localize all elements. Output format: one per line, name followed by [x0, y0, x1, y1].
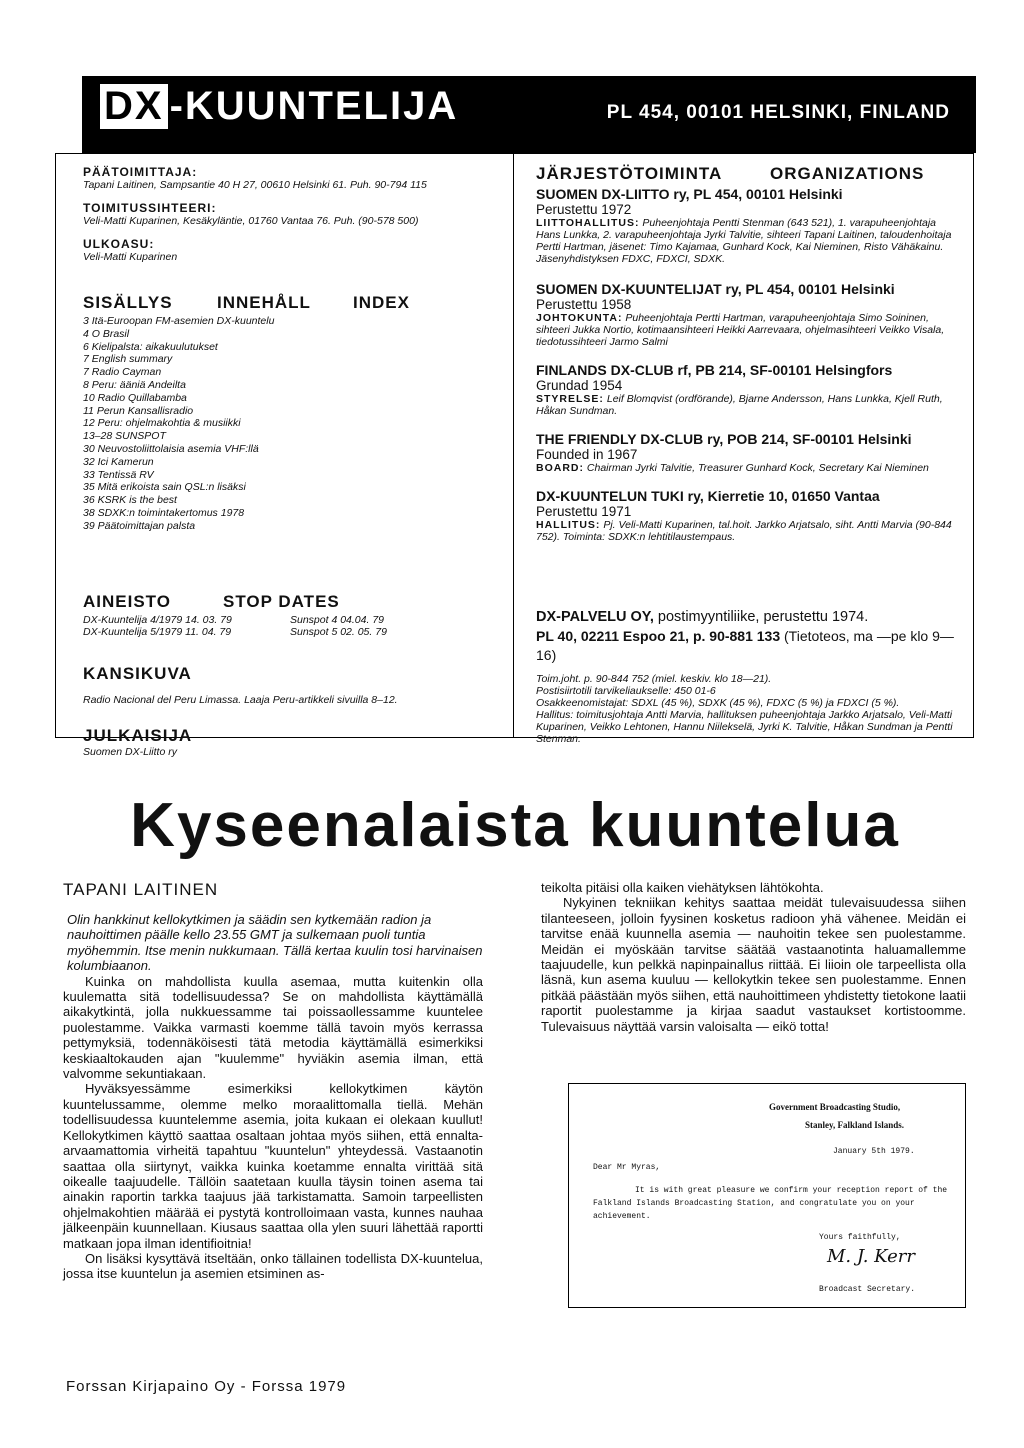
organization-founded: Grundad 1954	[536, 378, 623, 393]
organization-board	[536, 217, 956, 265]
stop-date-left: DX-Kuuntelija 5/1979 11. 04. 79	[83, 626, 232, 638]
organization-role: STYRELSE:	[536, 393, 604, 405]
letter-salutation: Dear Mr Myras,	[593, 1163, 661, 1172]
letter-closing: Yours faithfully,	[819, 1233, 901, 1242]
stop-dates-heading-fi: AINEISTO	[83, 592, 171, 611]
organizations	[536, 164, 956, 543]
organization-founded: Perustettu 1958	[536, 297, 632, 312]
list-item: 39 Päätoimittajan palsta	[83, 519, 196, 532]
list-item: 36 KSRK is the best	[83, 494, 177, 507]
dx-palvelu-address	[536, 627, 956, 665]
organization-desc: Puheenjohtaja Pertti Hartman, varapuheenjohtaja Simo Soininen, sihteeri Jukka Nortio, kotimaansihteeri Heikki Aarrevaara, ohjelmasihteeri Veikko Visala, tiedotussihteeri Jarmo Salmi	[536, 312, 945, 348]
organization-board	[536, 393, 956, 417]
organization-entry	[536, 281, 956, 348]
organization-title: FINLANDS DX-CLUB rf, PB 214, SF-00101 Helsingfors	[536, 362, 893, 378]
publisher-text: Suomen DX-Liitto ry	[83, 746, 177, 758]
column-divider	[513, 153, 514, 738]
secretary-text: Veli-Matti Kuparinen, Kesäkyläntie, 01760 Vantaa 76. Puh. (90-578 500)	[83, 215, 419, 227]
organization-title: SUOMEN DX-KUUNTELIJAT ry, PL 454, 00101 Helsinki	[536, 281, 895, 297]
organization-title: DX-KUUNTELUN TUKI ry, Kierretie 10, 01650 Vantaa	[536, 488, 880, 504]
list-item: 3 Itä-Euroopan FM-asemien DX-kuuntelu	[83, 315, 275, 327]
organization-entry	[536, 488, 956, 543]
list-item: 7 English summary	[83, 353, 173, 366]
organization-role: BOARD:	[536, 462, 584, 474]
organization-title: SUOMEN DX-LIITTO ry, PL 454, 00101 Helsinki	[536, 186, 843, 202]
stop-date-row	[83, 626, 503, 638]
article-column-right	[541, 880, 966, 1034]
list-item: 7 Radio Cayman	[83, 366, 162, 379]
organizations-heading-en: ORGANIZATIONS	[770, 164, 925, 183]
contents-heading-en: INDEX	[353, 293, 410, 312]
list-item: 11 Perun Kansallisradio	[83, 404, 194, 417]
article-paragraph: On lisäksi kysyttävä itseltään, onko tällainen todellista DX-kuuntelua, jossa itse kuuntelun ja asemien etsiminen as-	[63, 1250, 483, 1282]
organization-role: HALLITUS:	[536, 519, 601, 531]
article-column-left	[63, 880, 483, 1282]
dx-palvelu-hours: (Tietoteos, ma —pe klo 9—16)	[536, 628, 954, 663]
stop-date-right: Sunspot 5 02. 05. 79	[290, 626, 387, 638]
organization-board	[536, 519, 956, 543]
article-paragraph: teikolta pitäisi olla kaiken viehätyksen lähtökohta.	[541, 880, 824, 895]
printer-credit: Forssan Kirjapaino Oy - Forssa 1979	[66, 1378, 347, 1395]
qsl-letter	[568, 1083, 966, 1308]
organization-founded: Perustettu 1972	[536, 202, 632, 217]
list-item: 4 O Brasil	[83, 327, 130, 340]
dx-palvelu-line: Osakkeenomistajat: SDXL (45 %), SDXK (45 %), FDXC (5 %) ja FDXCI (5 %).	[536, 697, 900, 709]
organization-entry	[536, 362, 956, 417]
table-of-contents	[83, 293, 503, 533]
article-author: TAPANI LAITINEN	[63, 880, 219, 899]
list-item: 8 Peru: ääniä Andeilta	[83, 378, 186, 391]
organizations-heading	[536, 164, 956, 186]
dx-palvelu-details	[536, 673, 956, 745]
dx-palvelu-name: DX-PALVELU OY,	[536, 609, 654, 625]
list-item: 10 Radio Quillabamba	[83, 391, 187, 404]
publisher-info	[83, 726, 503, 758]
contents-list	[83, 315, 503, 533]
stop-date-right: Sunspot 4 04.04. 79	[290, 614, 384, 626]
logo-text: -KUUNTELIJA	[169, 84, 459, 128]
article-paragraph: Hyväksyessämme esimerkiksi kellokytkimen käytön kuuntelussamme, olemme melko moraalittomalla tiellä. Mehän todellisuudessa kuuntelemme asemia, joita kukaan ei olekaan kuullut! Kellokytkimen käyttö saattaa osaltaan johtaa myös siihen, että ennalta-arvaamattomia virheitä tapahtuu "kuuntelun" yhteydessä. Vastaanotin saattaa olla siirtynyt, vaikka kuinka koetamme ennalta virittää sitä oikealle taajuudelle. Tällöin saatetaan kuulla täysin toinen asema tai ainakin raportin tarkka taajuus jää tarkistamatta. Samoin tarpeellisten ohjelmakohtien määrää ei pystytä kontrolloimaan vasta, kunnes nauhaa jälkeenpäin kuunnellaan. Kiusaus saattaa olla ylen suuri lähettää raportti matkaan jopa ilman identifioitnia!	[63, 1081, 483, 1251]
dx-palvelu-founded: postimyyntiliike, perustettu 1974.	[657, 609, 869, 625]
list-item: 30 Neuvostoliittolaisia asemia VHF:llä	[83, 442, 259, 455]
organization-role: LIITTOHALLITUS:	[536, 217, 640, 229]
organization-founded: Perustettu 1971	[536, 504, 632, 519]
cover-text: Radio Nacional del Peru Limassa. Laaja Peru-artikkeli sivuilla 8–12.	[83, 694, 398, 706]
organization-founded: Founded in 1967	[536, 447, 638, 462]
stop-dates-heading-en: STOP DATES	[223, 592, 340, 611]
letter-place: Stanley, Falkland Islands.	[805, 1120, 905, 1130]
editor-text: Tapani Laitinen, Sampsantie 40 H 27, 00610 Helsinki 61. Puh. 90-794 115	[83, 179, 427, 191]
dx-palvelu	[536, 608, 956, 745]
stop-dates	[83, 592, 503, 638]
list-item: 35 Mitä erikoista sain QSL:n lisäksi	[83, 481, 246, 494]
letter-signature: M. J. Kerr	[827, 1246, 915, 1267]
article-paragraph: Kuinka on mahdollista kuulla asemaa, mutta kuitenkin olla kuulematta sitä todellisuudessa? Se on mahdollista käyttämällä aikakytkintä, jolla nukkuessamme tai poissaollessamme kuuntelee puolestamme. Vaikka varmasti koemme tällä tavoin myös kerrassa pettymyksiä, todennäköisesti tätä metodia käyttämällä esimerkiksi keskiaaltokauden ajan "kuulemme" hyviäkin asemia ilman, että valvomme sekuntiakaan.	[63, 973, 483, 1082]
dx-palvelu-line: Hallitus: toimitusjohtaja Antti Marvia, hallituksen puheenjohtaja Jarkko Arjatsalo, Veli-Matti Kuparinen, Veikko Lehtonen, Hannu Niilekselä, Jyrki K. Talvitie, Håkan Sundman ja Pentti Stenman.	[536, 709, 953, 745]
organization-role: JOHTOKUNTA:	[536, 312, 623, 324]
organization-board	[536, 312, 956, 348]
organization-title: THE FRIENDLY DX-CLUB ry, POB 214, SF-00101 Helsinki	[536, 431, 912, 447]
organization-desc: Pj. Veli-Matti Kuparinen, tal.hoit. Jarkko Arjatsalo, siht. Antti Marvia (90-844 752). Toiminta: SDXK:n lehtitilaustempaus.	[536, 519, 952, 543]
letter-org: Government Broadcasting Studio,	[769, 1102, 901, 1112]
letter-body: It is with great pleasure we confirm your reception report of the Falkland Islands Broadcasting Station, and congratulate you on your achievement.	[593, 1186, 948, 1221]
organization-entry	[536, 186, 956, 265]
letter-title: Broadcast Secretary.	[819, 1285, 916, 1294]
article-paragraph: Nykyinen tekniikan kehitys saattaa meidät tulevaisuudessa siihen tilanteeseen, jolloin fyysinen kosketus radioon yhä vähenee. Meidän ei tarvitse enää kuunnella asemia — nauhoitin tekee sen puolestamme. Meidän ei myöskään tarvitse säätää vastaanotinta haluamallemme taajuudelle, kun pelkkä napinpainallus riittää. Ei liioin ole tarpeellista olla läsnä, kun asema kuuluu — kellokytkin tekee sen puolestamme. Ennen pitkää päästään myös siihen, että nauhoittimeen yhdistetty tietokone laatii raportit puolestamme ja kirjaa saadut vastaukset kortistoomme. Tulevaisuus näyttää varsin valoisalta — eikö totta!	[541, 895, 966, 1034]
stop-date-left: DX-Kuuntelija 4/1979 14. 03. 79	[83, 614, 232, 626]
layout-text: Veli-Matti Kuparinen	[83, 251, 178, 263]
dx-palvelu-line: Postisiirtotili tarvikeliaukselle: 450 01-6	[536, 685, 716, 697]
editor-label: PÄÄTOIMITTAJA:	[83, 165, 198, 179]
article-body-left	[63, 974, 483, 1282]
contents-heading	[83, 293, 503, 315]
article-lead: Olin hankkinut kellokytkimen ja säädin sen kytkemään radion ja nauhoittimen päälle kello 23.55 GMT ja sulkemaan puoli tuntia myöhemmin. Itse menin nukkumaan. Tällä kertaa kuulin tosi harvinaisen kolumbiaanon.	[67, 912, 483, 974]
masthead-credits	[83, 165, 503, 263]
organization-entry	[536, 431, 956, 474]
list-item: 13–28 SUNSPOT	[83, 430, 166, 443]
organization-desc: Puheenjohtaja Pentti Stenman (643 521), 1. varapuheenjohtaja Hans Lunkka, 2. varapuheenjohtaja Jyrki Talvitie, sihteeri Tapani Laitinen, taloudenhoitaja Pertti Hartman, jäsenet: Timo Kajamaa, Gunhard Kock, Kai Nieminen, Risto Vähäkainu. Jäsenyhdistyksen FDXC, FDXCI, SDXK.	[536, 217, 952, 265]
organizations-heading-fi: JÄRJESTÖTOIMINTA	[536, 164, 723, 183]
organization-desc: Chairman Jyrki Talvitie, Treasurer Gunhard Kock, Secretary Kai Nieminen	[586, 462, 929, 474]
layout-label: ULKOASU:	[83, 237, 155, 251]
dx-palvelu-address-main: PL 40, 02211 Espoo 21, p. 90-881 133	[536, 628, 781, 644]
cover-heading: KANSIKUVA	[83, 664, 192, 683]
header-address: PL 454, 00101 HELSINKI, FINLAND	[606, 102, 950, 123]
organization-board	[536, 462, 956, 474]
organization-desc: Leif Blomqvist (ordförande), Bjarne Andersson, Hans Lunkka, Kjell Ruth, Håkan Sundman.	[536, 393, 943, 417]
publisher-heading: JULKAISIJA	[83, 726, 193, 745]
logo-mark: DX	[100, 84, 168, 129]
magazine-logo	[100, 84, 458, 129]
stop-dates-heading	[83, 592, 503, 614]
list-item: 12 Peru: ohjelmakohtia & musiikki	[83, 417, 241, 430]
list-item: 6 Kielipalsta: aikakuulutukset	[83, 340, 218, 353]
dx-palvelu-line: Toim.joht. p. 90-844 752 (miel. keskiv. klo 18—21).	[536, 673, 772, 685]
list-item: 38 SDXK:n toimintakertomus 1978	[83, 506, 245, 519]
list-item: 33 Tentissä RV	[83, 468, 154, 481]
contents-heading-fi: SISÄLLYS	[83, 293, 173, 312]
list-item: 32 Ici Kamerun	[83, 455, 154, 468]
contents-heading-sv: INNEHÅLL	[217, 293, 311, 312]
dx-palvelu-title	[536, 608, 956, 627]
secretary-label: TOIMITUSSIHTEERI:	[83, 201, 217, 215]
cover-info	[83, 664, 503, 706]
stop-date-row	[83, 614, 503, 626]
letter-date: January 5th 1979.	[833, 1147, 915, 1156]
masthead-banner	[82, 76, 976, 153]
article-headline: Kyseenalaista kuuntelua	[130, 791, 900, 860]
